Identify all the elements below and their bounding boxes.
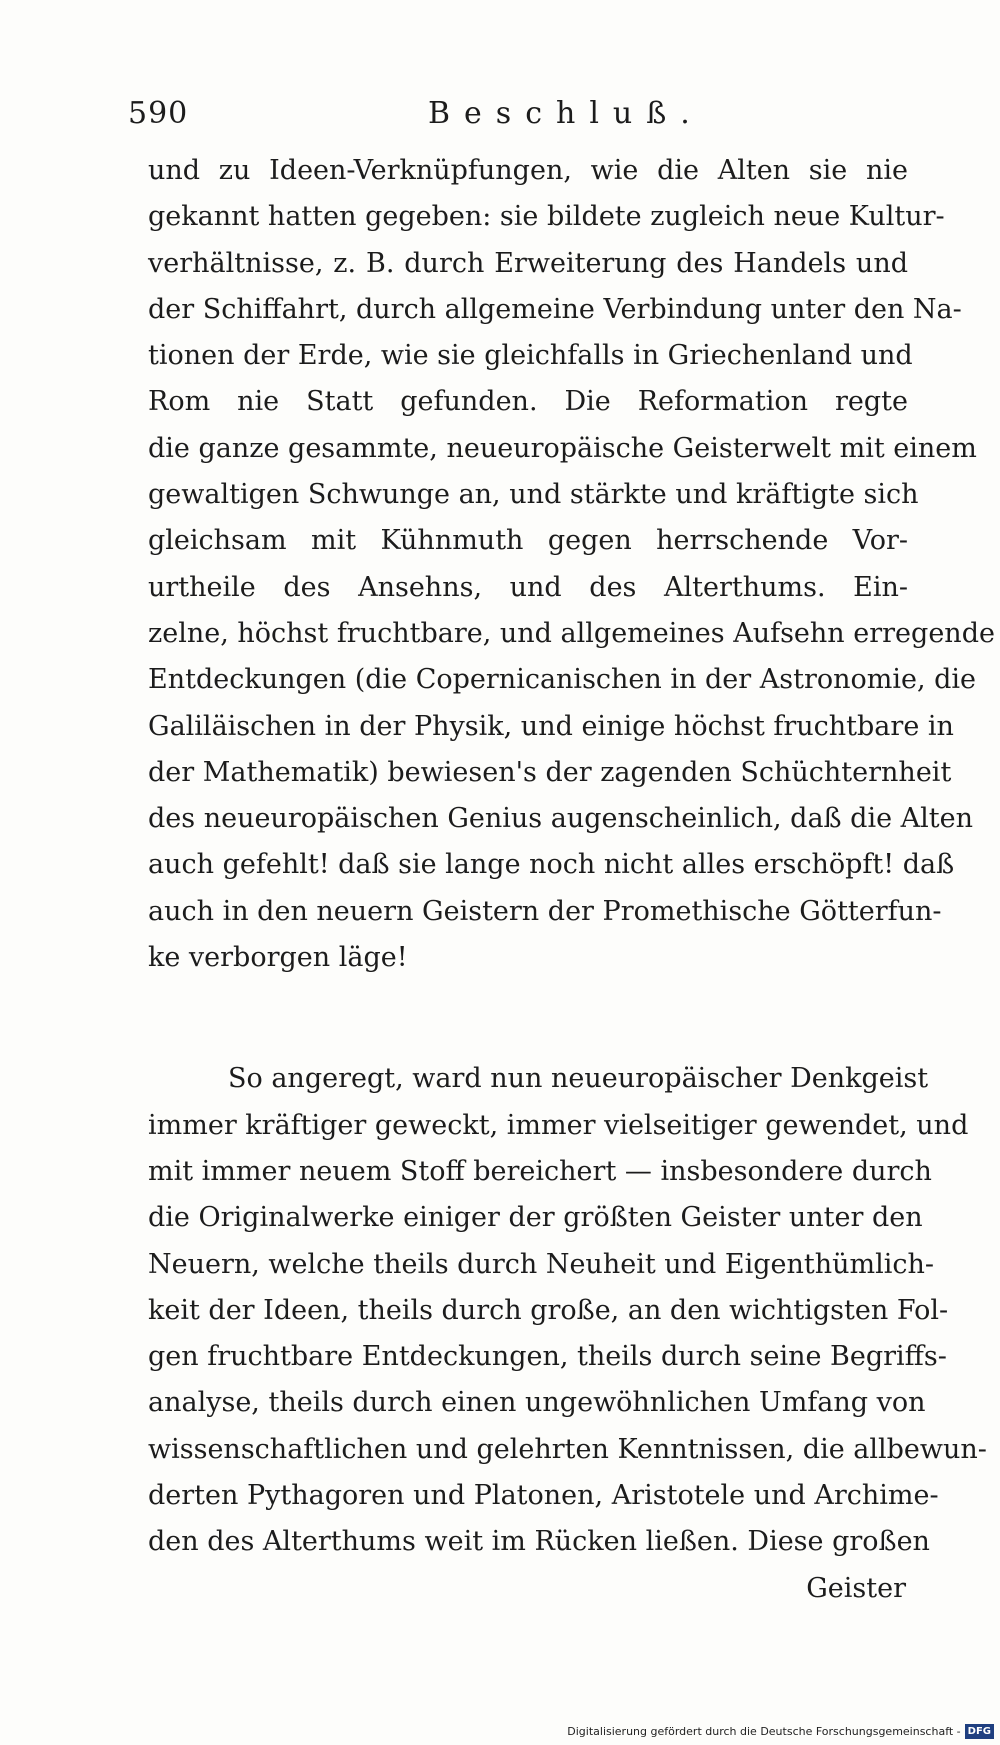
- text-line: gewaltigen Schwunge an, und stärkte und kräftigte sich: [148, 479, 919, 511]
- text-line: Galiläischen in der Physik, und einige höchst fruchtbare in: [148, 710, 954, 742]
- body-text: [148, 148, 995, 1612]
- text-line: ke verborgen läge!: [148, 942, 408, 974]
- text-line: und zu Ideen-Verknüpfungen, wie die Alten sie nie: [148, 155, 908, 186]
- text-line: der Schiffahrt, durch allgemeine Verbindung unter den Na-: [148, 293, 962, 325]
- text-line: mit immer neuem Stoff bereichert — insbesondere durch: [148, 1155, 932, 1187]
- text-line: immer kräftiger geweckt, immer vielseitiger gewendet, und: [148, 1109, 969, 1141]
- paragraph-1: [148, 148, 995, 981]
- text-line: des neueuropäischen Genius augenscheinlich, daß die Alten: [148, 803, 974, 835]
- text-line: die ganze gesammte, neueuropäische Geisterwelt mit einem: [148, 432, 977, 464]
- catchword: Geister: [806, 1572, 906, 1604]
- text-line: der Mathematik) bewiesen's der zagenden Schüchternheit: [148, 756, 952, 788]
- text-line: Entdeckungen (die Copernicanischen in der Astronomie, die: [148, 664, 977, 696]
- text-line: analyse, theils durch einen ungewöhnlichen Umfang von: [148, 1387, 926, 1419]
- text-line: Rom nie Statt gefunden. Die Reformation regte: [148, 386, 908, 418]
- text-line: tionen der Erde, wie sie gleichfalls in Griechenland und: [148, 340, 913, 372]
- paragraph-2: [148, 1056, 987, 1565]
- text-line: gen fruchtbare Entdeckungen, theils durch seine Begriffs-: [148, 1341, 947, 1373]
- digitization-footer: [567, 1723, 994, 1739]
- text-line: urtheile des Ansehns, und des Alterthums. Ein-: [148, 571, 908, 603]
- text-line: verhältnisse, z. B. durch Erweiterung des Handels und: [148, 247, 908, 279]
- paragraph-gap: [148, 981, 908, 1056]
- text-line: die Originalwerke einiger der größten Geister unter den: [148, 1202, 923, 1234]
- text-line: gleichsam mit Kühnmuth gegen herrschende Vor-: [148, 525, 908, 557]
- text-line: Neuern, welche theils durch Neuheit und Eigenthümlich-: [148, 1248, 935, 1280]
- text-line: So angeregt, ward nun neueuropäischer Denkgeist: [228, 1063, 929, 1095]
- text-line: auch in den neuern Geistern der Promethische Götterfun-: [148, 895, 942, 927]
- text-line: den des Alterthums weit im Rücken ließen. Diese großen: [148, 1526, 930, 1558]
- text-line: wissenschaftlichen und gelehrten Kenntnissen, die allbewun-: [148, 1433, 987, 1465]
- funding-credit: Digitalisierung gefördert durch die Deutsche Forschungsgemeinschaft -: [567, 1724, 961, 1738]
- running-head: Beschluß.: [428, 96, 704, 131]
- text-line: auch gefehlt! daß sie lange noch nicht alles erschöpft! daß: [148, 849, 955, 881]
- text-line: keit der Ideen, theils durch große, an den wichtigsten Fol-: [148, 1294, 949, 1326]
- text-line: derten Pythagoren und Platonen, Aristotele und Archime-: [148, 1480, 939, 1512]
- text-line: gekannt hatten gegeben: sie bildete zugleich neue Kultur-: [148, 201, 945, 233]
- text-line: zelne, höchst fruchtbare, und allgemeines Aufsehn erregende: [148, 617, 995, 649]
- dfg-logo: DFG: [965, 1724, 994, 1739]
- page-header: [128, 96, 908, 136]
- page-number: 590: [128, 96, 189, 131]
